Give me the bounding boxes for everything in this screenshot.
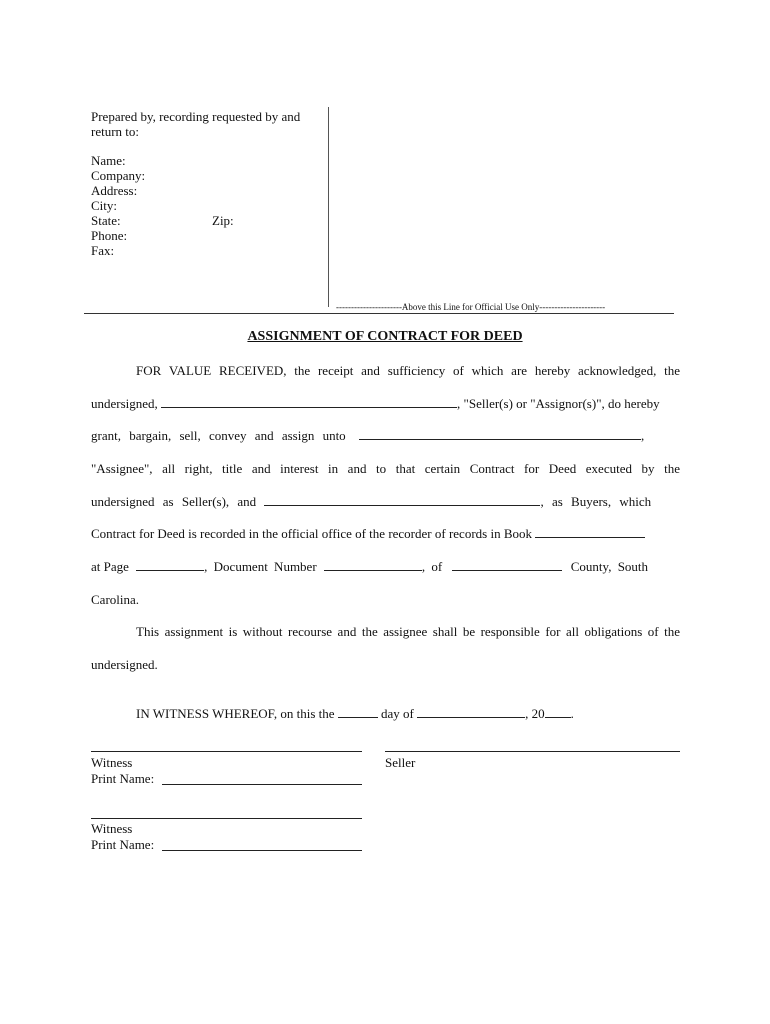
body-line-3: grant, bargain, sell, convey and assign unto , <box>91 428 645 443</box>
header-divider-horizontal <box>84 313 674 314</box>
name-label: Name: <box>91 153 126 168</box>
month-blank[interactable] <box>417 706 525 718</box>
body-line-4: "Assignee", all right, title and interest in and to that certain Contract for Deed executed by the <box>91 461 680 476</box>
body-line-5: undersigned as Seller(s), and , as Buyers, which <box>91 494 652 509</box>
document-title: ASSIGNMENT OF CONTRACT FOR DEED <box>247 329 523 344</box>
buyers-name-blank[interactable] <box>264 494 540 506</box>
print-name1-label: Print Name: <box>91 771 155 786</box>
body-line-10: undersigned. <box>91 657 158 672</box>
fax-label: Fax: <box>91 243 115 258</box>
body-line-1: FOR VALUE RECEIVED, the receipt and sufficiency of which are hereby acknowledged, the <box>136 363 680 378</box>
address-label: Address: <box>91 183 138 198</box>
witness-whereof-line: IN WITNESS WHEREOF, on this the day of , 20 . <box>136 706 574 721</box>
print-name1-line[interactable] <box>162 784 362 785</box>
city-label: City: <box>91 198 118 213</box>
witness1-label: Witness <box>91 755 133 770</box>
print-name2-label: Print Name: <box>91 837 155 852</box>
body-line-8: Carolina. <box>91 592 140 607</box>
county-blank[interactable] <box>452 559 562 571</box>
prepared-by-line1: Prepared by, recording requested by and <box>91 109 301 124</box>
official-use-line: ----------------------Above this Line for Official Use Only---------------------- <box>336 302 606 312</box>
prepared-by-line2: return to: <box>91 124 140 139</box>
body-line-9: This assignment is without recourse and the assignee shall be responsible for all obligations of the <box>136 624 680 639</box>
book-number-blank[interactable] <box>535 526 645 538</box>
print-name2-line[interactable] <box>162 850 362 851</box>
day-blank[interactable] <box>338 706 378 718</box>
assignee-name-blank[interactable] <box>359 428 641 440</box>
witness1-signature-line[interactable] <box>91 751 362 752</box>
phone-label: Phone: <box>91 228 128 243</box>
seller-signature-line[interactable] <box>385 751 680 752</box>
body-line-2: undersigned, , "Seller(s) or "Assignor(s)", do hereby <box>91 396 660 411</box>
document-number-blank[interactable] <box>324 559 422 571</box>
header-divider-vertical <box>328 107 329 307</box>
state-label: State: <box>91 213 121 228</box>
witness2-signature-line[interactable] <box>91 818 362 819</box>
body-line-6: Contract for Deed is recorded in the official office of the recorder of records in Book <box>91 526 680 542</box>
witness2-label: Witness <box>91 821 133 836</box>
seller-name-blank[interactable] <box>161 396 457 408</box>
seller-label: Seller <box>385 755 416 770</box>
company-label: Company: <box>91 168 146 183</box>
year-blank[interactable] <box>545 706 571 718</box>
zip-label: Zip: <box>212 213 234 228</box>
page-number-blank[interactable] <box>136 559 204 571</box>
body-line-7: at Page , Document Number , of County, South <box>91 559 649 574</box>
